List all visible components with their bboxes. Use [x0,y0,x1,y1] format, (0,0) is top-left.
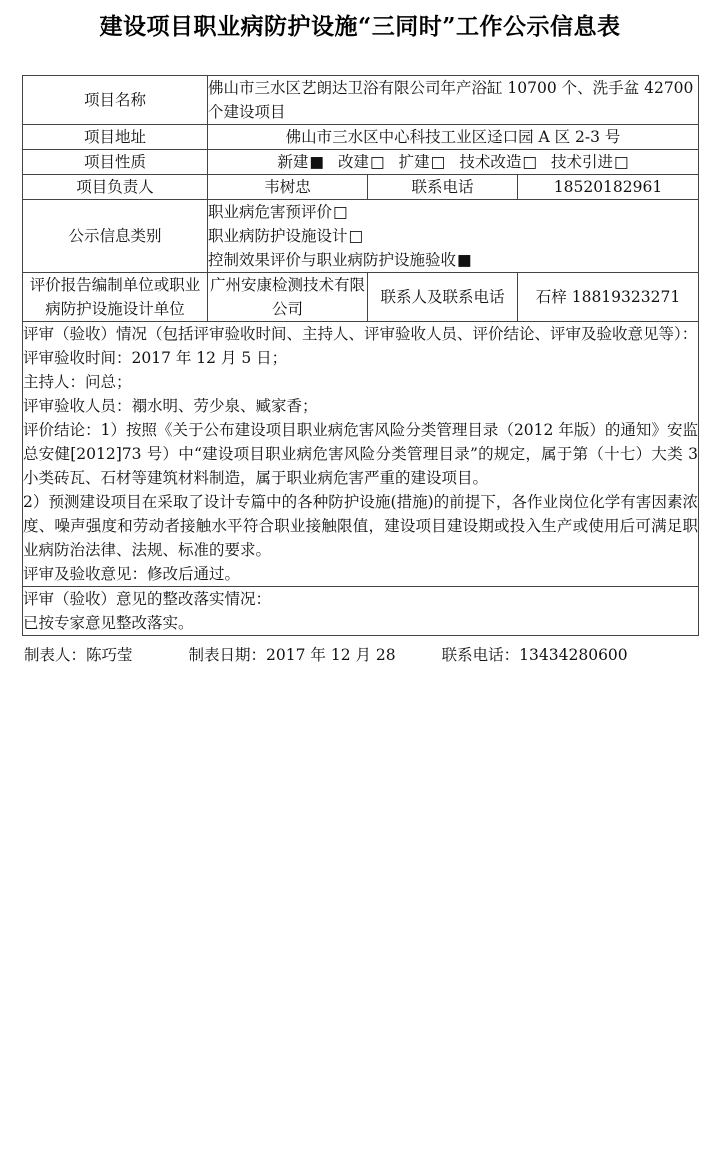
project-name-value: 佛山市三水区艺朗达卫浴有限公司年产浴缸 10700 个、洗手盆 42700 个建设项目 [208,75,699,124]
report-unit-contact-value: 石梓 18819323271 [518,272,699,321]
review-heading: 评审（验收）情况（包括评审验收时间、主持人、评审验收人员、评价结论、评审及验收意见等）： [23,324,698,343]
project-name-label: 项目名称 [23,75,208,124]
table-row-project-name [23,75,699,124]
nature-option-tech-import-label: 技术引进 [551,152,614,171]
rectification-heading: 评审（验收）意见的整改落实情况： [23,589,272,608]
nature-option-rebuild-label: 改建 [337,152,369,171]
footer-preparer-label: 制表人： [24,645,87,664]
table-row-review-section [23,321,699,586]
review-opinion: 评审及验收意见：修改后通过。 [23,564,241,583]
nature-option-new-label: 新建 [277,152,309,171]
category-option-pre-assessment[interactable] [208,200,698,224]
project-nature-label: 项目性质 [23,149,208,174]
table-row-project-manager [23,174,699,199]
nature-option-tech-upgrade[interactable] [459,150,537,174]
footer-phone-value: 13434280600 [519,645,628,664]
publicity-category-options [208,199,699,272]
footer-date [189,643,396,665]
project-manager-label: 项目负责人 [23,174,208,199]
report-unit-contact-label: 联系人及联系电话 [368,272,518,321]
review-host: 主持人：问总； [23,372,132,391]
main-table-container [22,75,698,636]
project-manager-value: 韦树忠 [208,174,368,199]
nature-option-tech-upgrade-label: 技术改造 [459,152,522,171]
nature-option-new[interactable] [277,150,324,174]
category-option-pre-assessment-label: 职业病危害预评价 [208,202,333,221]
project-manager-phone-label: 联系电话 [368,174,518,199]
rectification-content: 已按专家意见整改落实。 [23,613,194,632]
category-option-effect-acceptance-label: 控制效果评价与职业病防护设施验收 [208,250,457,269]
table-row-project-nature [23,149,699,174]
table-row-rectification [23,586,699,635]
category-option-facility-design-label: 职业病防护设施设计 [208,226,348,245]
page-title: 建设项目职业病防护设施“三同时”工作公示信息表 [99,13,621,40]
table-row-publicity-category [23,199,699,272]
nature-option-tech-import[interactable] [551,150,629,174]
review-conclusion-one: 评价结论：1）按照《关于公布建设项目职业病危害风险分类管理目录（2012 年版）的通知》安监总安健[2012]73 号）中“建设项目职业病危害风险分类管理目录”的规定，属于第（十七）大类 3 小类砖瓦、石材等建筑材料制造，属于职业病危害严重的建设项目。 [23,420,698,487]
project-manager-phone-value: 18520182961 [518,174,699,199]
review-conclusion-two: 2）预测建设项目在采取了设计专篇中的各种防护设施(措施)的前提下，各作业岗位化学有害因素浓度、噪声强度和劳动者接触水平符合职业接触限值，建设项目建设期或投入生产或使用后可满足职业病防治法律、法规、标准的要求。 [23,492,698,559]
footer-date-label: 制表日期： [188,645,267,664]
report-unit-label: 评价报告编制单位或职业病防护设施设计单位 [23,272,208,321]
review-time: 评审验收时间：2017 年 12 月 5 日； [23,348,288,367]
footer-preparer-value: 陈巧莹 [86,645,133,664]
report-unit-value: 广州安康检测技术有限公司 [208,272,368,321]
project-nature-options [208,149,699,174]
project-address-label: 项目地址 [23,124,208,149]
footer [22,636,698,665]
nature-option-rebuild[interactable] [338,150,385,174]
table-row-project-address [23,124,699,149]
footer-phone-label: 联系电话： [441,645,520,664]
publicity-category-label: 公示信息类别 [23,199,208,272]
category-option-effect-acceptance[interactable] [208,248,698,272]
footer-preparer [24,643,133,665]
review-section-cell [23,321,699,586]
publicity-info-table [22,75,699,636]
footer-phone [442,643,628,665]
review-reviewers: 评审验收人员：禤水明、劳少泉、臧家香； [23,396,318,415]
rectification-cell [23,586,699,635]
nature-option-expand[interactable] [399,150,446,174]
table-row-report-unit [23,272,699,321]
footer-date-value: 2017 年 12 月 28 [266,645,396,664]
category-option-facility-design[interactable] [208,224,698,248]
project-address-value: 佛山市三水区中心科技工业区迳口园 A 区 2-3 号 [208,124,699,149]
nature-option-expand-label: 扩建 [398,152,430,171]
